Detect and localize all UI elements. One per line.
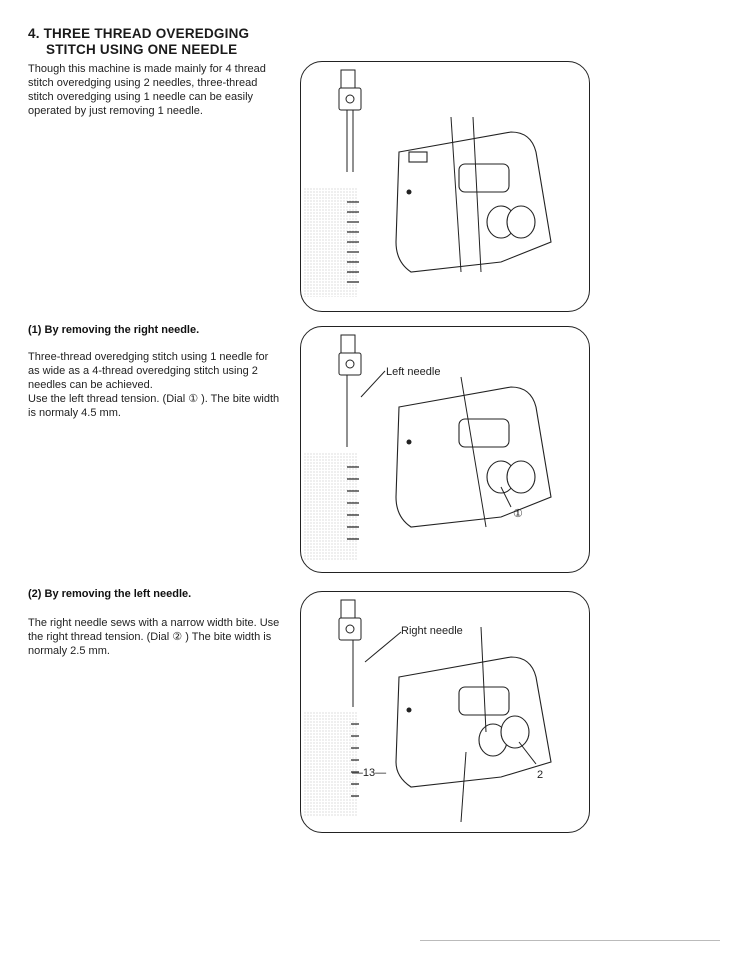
fabric-swatch xyxy=(303,712,358,817)
left-needle-label: Left needle xyxy=(386,366,441,378)
intro-paragraph: Though this machine is made mainly for 4 thread stitch overedging using 2 needles, three-thread stitch overedging using 1 needle can be easily operated by just removing 1 needle. xyxy=(28,63,266,117)
section-heading xyxy=(28,26,249,58)
fabric-swatch xyxy=(303,452,358,560)
subsection-1-text-2: Use the left thread tension. (Dial ① ). The bite width is normaly 4.5 mm. xyxy=(28,393,280,419)
right-needle-label: Right needle xyxy=(401,625,463,637)
figure-two-needles xyxy=(300,61,590,312)
subsection-2-body: The right needle sews with a narrow width bite. Use the right thread tension. (Dial ② ) The bite width is normaly 2.5 mm. xyxy=(28,617,280,657)
heading-line-1: 4. THREE THREAD OVEREDGING xyxy=(28,26,250,41)
figure-right-needle xyxy=(300,591,590,833)
subsection-1-body xyxy=(28,350,280,420)
subsection-2-title: (2) By removing the left needle. xyxy=(28,588,192,600)
footer-rule xyxy=(420,940,720,941)
subsection-1-title: (1) By removing the right needle. xyxy=(28,324,200,336)
left-needle-illustration xyxy=(301,327,589,572)
dial-2-callout: 2 xyxy=(537,769,544,781)
figure-left-needle xyxy=(300,326,590,573)
heading-line-2: STITCH USING ONE NEEDLE xyxy=(46,42,238,57)
two-needle-illustration xyxy=(301,62,589,311)
right-needle-illustration xyxy=(301,592,589,832)
page-number: —13— xyxy=(351,767,387,779)
dial-1-callout: ① xyxy=(513,508,523,520)
subsection-1-text: Three-thread overedging stitch using 1 needle for as wide as a 4-thread overedging stitch using 2 needles can be achieved. xyxy=(28,351,269,391)
